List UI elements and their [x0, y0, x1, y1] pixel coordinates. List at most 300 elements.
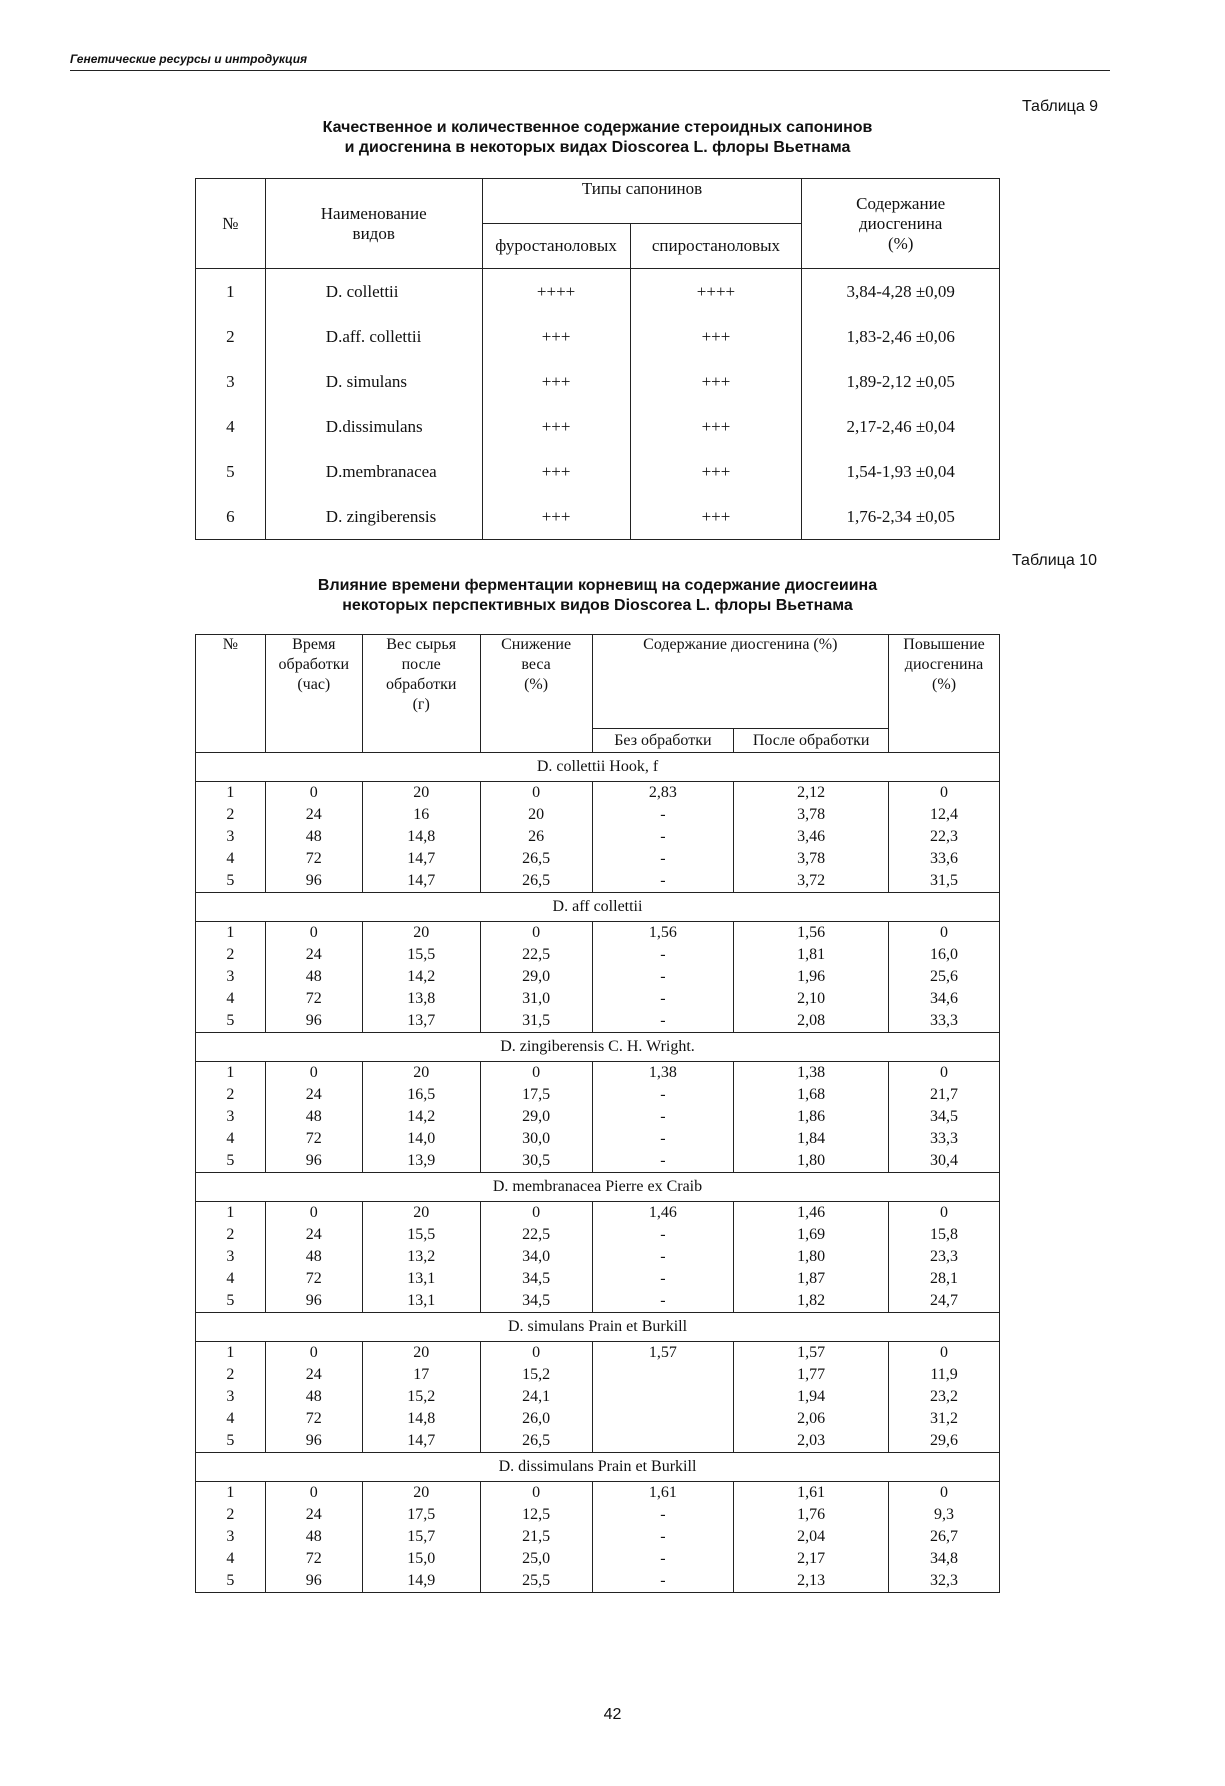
t10-cell-a: 1,46 — [734, 1202, 889, 1225]
t10-cell-t: 72 — [265, 1408, 362, 1430]
t10-cell-w: 20 — [362, 782, 480, 805]
table-row — [196, 404, 1000, 449]
table9 — [195, 178, 1000, 540]
species-row — [196, 1453, 1000, 1482]
table10 — [195, 634, 1000, 1593]
t9-cell-furo: ++++ — [482, 269, 630, 315]
t9-cell-spiro: +++ — [630, 359, 802, 404]
t10-cell-a: 1,56 — [734, 922, 889, 945]
t10-cell-a: 1,80 — [734, 1150, 889, 1173]
t10-header-after: После обработки — [734, 729, 889, 753]
t10-header-decrease-l1: Снижение — [501, 636, 572, 653]
t10-cell-w: 20 — [362, 1062, 480, 1085]
t10-cell-w: 13,8 — [362, 988, 480, 1010]
t10-cell-w: 15,7 — [362, 1526, 480, 1548]
t10-header-weight-l2: после — [401, 656, 441, 673]
t10-cell-n: 4 — [196, 1268, 266, 1290]
t10-cell-d: 29,0 — [480, 1106, 592, 1128]
t10-cell-i: 0 — [889, 922, 1000, 945]
species-row — [196, 1313, 1000, 1342]
t10-cell-i: 23,2 — [889, 1386, 1000, 1408]
table-row — [196, 1246, 1000, 1268]
t10-cell-b: - — [592, 966, 734, 988]
t10-cell-b: - — [592, 1010, 734, 1033]
t10-cell-a: 2,10 — [734, 988, 889, 1010]
table9-label: Таблица 9 — [1022, 98, 1099, 115]
t10-cell-d: 31,5 — [480, 1010, 592, 1033]
t10-cell-n: 3 — [196, 1386, 266, 1408]
t10-cell-n: 5 — [196, 1570, 266, 1593]
t10-cell-n: 1 — [196, 1482, 266, 1505]
t10-cell-a: 3,78 — [734, 848, 889, 870]
t10-cell-i: 22,3 — [889, 826, 1000, 848]
table-row — [196, 269, 1000, 315]
t10-cell-b: - — [592, 1570, 734, 1593]
table-row — [196, 494, 1000, 540]
t10-cell-a: 1,96 — [734, 966, 889, 988]
t10-cell-n: 3 — [196, 966, 266, 988]
t10-cell-t: 0 — [265, 1202, 362, 1225]
table-row — [196, 944, 1000, 966]
t10-cell-t: 72 — [265, 1128, 362, 1150]
t10-cell-n: 5 — [196, 870, 266, 893]
species-row — [196, 1173, 1000, 1202]
running-header: Генетические ресурсы и интродукция — [70, 52, 308, 66]
t10-cell-w: 14,2 — [362, 1106, 480, 1128]
table-row — [196, 1202, 1000, 1225]
t10-cell-i: 32,3 — [889, 1570, 1000, 1593]
t9-cell-num: 2 — [196, 314, 266, 359]
t10-cell-d: 34,5 — [480, 1268, 592, 1290]
t10-cell-i: 29,6 — [889, 1430, 1000, 1453]
t9-header-content — [802, 179, 1000, 269]
table-row — [196, 1010, 1000, 1033]
table-row — [196, 1084, 1000, 1106]
t10-cell-b — [592, 1364, 734, 1386]
t10-cell-d: 26,0 — [480, 1408, 592, 1430]
t10-cell-d: 20 — [480, 804, 592, 826]
t10-cell-t: 0 — [265, 1342, 362, 1365]
t9-cell-content: 1,76-2,34 ±0,05 — [802, 494, 1000, 540]
t10-cell-d: 31,0 — [480, 988, 592, 1010]
table-row — [196, 1342, 1000, 1365]
t10-cell-a: 3,72 — [734, 870, 889, 893]
t10-cell-n: 5 — [196, 1010, 266, 1033]
t10-cell-a: 1,68 — [734, 1084, 889, 1106]
table-row — [196, 966, 1000, 988]
t10-cell-i: 28,1 — [889, 1268, 1000, 1290]
table-row — [196, 988, 1000, 1010]
t10-header-weight-l1: Вес сырья — [386, 636, 457, 653]
t10-cell-d: 0 — [480, 1482, 592, 1505]
t10-cell-a: 1,80 — [734, 1246, 889, 1268]
t10-cell-b: - — [592, 1224, 734, 1246]
t10-cell-i: 11,9 — [889, 1364, 1000, 1386]
t9-cell-spiro: +++ — [630, 494, 802, 540]
t10-cell-n: 3 — [196, 1106, 266, 1128]
table-row — [196, 1106, 1000, 1128]
t10-body — [196, 753, 1000, 1593]
t10-cell-b: 1,46 — [592, 1202, 734, 1225]
t10-cell-t: 48 — [265, 1246, 362, 1268]
t10-cell-d: 0 — [480, 1342, 592, 1365]
t10-cell-t: 96 — [265, 1150, 362, 1173]
t10-cell-a: 1,86 — [734, 1106, 889, 1128]
t10-header-decrease-l2: веса — [521, 656, 551, 673]
t10-cell-n: 2 — [196, 1084, 266, 1106]
t10-cell-i: 26,7 — [889, 1526, 1000, 1548]
t10-cell-d: 26,5 — [480, 1430, 592, 1453]
t10-cell-n: 1 — [196, 1062, 266, 1085]
t10-cell-a: 2,13 — [734, 1570, 889, 1593]
table-row — [196, 870, 1000, 893]
t10-cell-i: 16,0 — [889, 944, 1000, 966]
t10-cell-n: 4 — [196, 988, 266, 1010]
t10-species-name: D. zingiberensis C. H. Wright. — [196, 1033, 1000, 1062]
t10-cell-b: 1,61 — [592, 1482, 734, 1505]
t10-cell-i: 30,4 — [889, 1150, 1000, 1173]
t10-cell-t: 48 — [265, 1386, 362, 1408]
t10-cell-d: 24,1 — [480, 1386, 592, 1408]
t10-cell-a: 1,82 — [734, 1290, 889, 1313]
t10-cell-d: 0 — [480, 782, 592, 805]
t10-cell-a: 1,94 — [734, 1386, 889, 1408]
t10-header-time — [265, 635, 362, 753]
t10-header-time-l3: (час) — [297, 676, 331, 693]
table10-label: Таблица 10 — [1012, 552, 1097, 569]
t10-cell-t: 24 — [265, 1084, 362, 1106]
table-row — [196, 1548, 1000, 1570]
t10-header-decrease — [480, 635, 592, 753]
t10-species-name: D. dissimulans Prain et Burkill — [196, 1453, 1000, 1482]
t10-cell-b: 2,83 — [592, 782, 734, 805]
t10-cell-w: 14,8 — [362, 1408, 480, 1430]
t10-header-weight-l4: (г) — [412, 696, 430, 713]
t10-cell-b — [592, 1386, 734, 1408]
t10-cell-n: 2 — [196, 804, 266, 826]
t9-cell-name: D. collettii — [265, 269, 482, 315]
t9-header-name-l1: Наименование — [320, 203, 427, 223]
t9-cell-num: 3 — [196, 359, 266, 404]
t10-cell-b: - — [592, 1246, 734, 1268]
t10-cell-n: 2 — [196, 1504, 266, 1526]
table-row — [196, 1526, 1000, 1548]
t10-cell-d: 26,5 — [480, 848, 592, 870]
t10-cell-a: 2,17 — [734, 1548, 889, 1570]
t10-cell-a: 1,57 — [734, 1342, 889, 1365]
t10-cell-i: 0 — [889, 782, 1000, 805]
t10-species-name: D. membranacea Pierre ex Craib — [196, 1173, 1000, 1202]
t10-cell-n: 4 — [196, 1128, 266, 1150]
t10-cell-n: 5 — [196, 1430, 266, 1453]
table-row — [196, 1290, 1000, 1313]
table9-title — [195, 118, 1000, 158]
t9-cell-content: 2,17-2,46 ±0,04 — [802, 404, 1000, 449]
table10-title-line1: Влияние времени ферментации корневищ на содержание диосгеиина — [317, 577, 878, 594]
table-row — [196, 826, 1000, 848]
t10-cell-w: 14,9 — [362, 1570, 480, 1593]
t10-cell-t: 72 — [265, 1548, 362, 1570]
table-row — [196, 848, 1000, 870]
t10-cell-n: 2 — [196, 944, 266, 966]
header-rule — [70, 70, 1110, 71]
t10-cell-w: 17,5 — [362, 1504, 480, 1526]
t9-header-num: № — [196, 179, 266, 269]
table-row — [196, 1062, 1000, 1085]
t10-cell-w: 15,5 — [362, 944, 480, 966]
t9-body — [196, 269, 1000, 540]
t10-cell-i: 25,6 — [889, 966, 1000, 988]
t10-cell-t: 0 — [265, 1062, 362, 1085]
t10-cell-t: 96 — [265, 870, 362, 893]
table-row — [196, 314, 1000, 359]
table-row — [196, 449, 1000, 494]
t10-cell-a: 1,61 — [734, 1482, 889, 1505]
t10-cell-d: 25,0 — [480, 1548, 592, 1570]
t10-header-num: № — [196, 635, 266, 753]
t10-cell-w: 13,1 — [362, 1268, 480, 1290]
t10-header-weight-l3: обработки — [385, 676, 457, 693]
t10-cell-b: - — [592, 804, 734, 826]
t10-cell-t: 0 — [265, 782, 362, 805]
t9-cell-name: D. simulans — [265, 359, 482, 404]
t10-cell-b: - — [592, 1128, 734, 1150]
t10-cell-w: 17 — [362, 1364, 480, 1386]
t10-cell-i: 0 — [889, 1062, 1000, 1085]
t10-cell-i: 31,5 — [889, 870, 1000, 893]
t10-cell-t: 24 — [265, 804, 362, 826]
t10-cell-n: 4 — [196, 1408, 266, 1430]
t10-cell-a: 1,69 — [734, 1224, 889, 1246]
t10-cell-n: 2 — [196, 1224, 266, 1246]
table-row — [196, 804, 1000, 826]
table-row — [196, 1386, 1000, 1408]
t10-cell-a: 2,12 — [734, 782, 889, 805]
t10-cell-i: 33,3 — [889, 1128, 1000, 1150]
t10-header-before: Без обработки — [592, 729, 734, 753]
t10-cell-w: 14,7 — [362, 870, 480, 893]
t9-header-name — [265, 179, 482, 269]
t10-cell-i: 23,3 — [889, 1246, 1000, 1268]
t9-cell-num: 5 — [196, 449, 266, 494]
t9-cell-content: 3,84-4,28 ±0,09 — [802, 269, 1000, 315]
t9-cell-spiro: +++ — [630, 404, 802, 449]
t9-cell-name: D.aff. collettii — [265, 314, 482, 359]
t10-cell-a: 1,76 — [734, 1504, 889, 1526]
t10-header-increase-l1: Повышение — [903, 636, 985, 653]
t10-cell-n: 2 — [196, 1364, 266, 1386]
t10-cell-d: 30,0 — [480, 1128, 592, 1150]
t10-cell-i: 24,7 — [889, 1290, 1000, 1313]
t10-cell-w: 15,0 — [362, 1548, 480, 1570]
t10-cell-t: 24 — [265, 1224, 362, 1246]
table-row — [196, 1224, 1000, 1246]
t9-cell-content: 1,83-2,46 ±0,06 — [802, 314, 1000, 359]
t10-cell-w: 20 — [362, 1202, 480, 1225]
t10-species-name: D. aff collettii — [196, 893, 1000, 922]
t10-cell-i: 21,7 — [889, 1084, 1000, 1106]
t9-cell-num: 4 — [196, 404, 266, 449]
t10-cell-d: 26 — [480, 826, 592, 848]
t10-cell-t: 72 — [265, 1268, 362, 1290]
t10-cell-n: 1 — [196, 1342, 266, 1365]
t9-header-content-l3: (%) — [887, 233, 914, 253]
t10-cell-d: 12,5 — [480, 1504, 592, 1526]
t10-cell-a: 1,84 — [734, 1128, 889, 1150]
table-row — [196, 922, 1000, 945]
t10-cell-n: 1 — [196, 782, 266, 805]
t9-cell-name: D.membranacea — [265, 449, 482, 494]
t10-cell-b: - — [592, 870, 734, 893]
t10-cell-b: - — [592, 944, 734, 966]
t10-species-name: D. simulans Prain et Burkill — [196, 1313, 1000, 1342]
t10-header-weight — [362, 635, 480, 753]
t10-cell-d: 22,5 — [480, 1224, 592, 1246]
t10-cell-b: - — [592, 1084, 734, 1106]
t9-header-name-l2: видов — [352, 223, 395, 243]
t9-header-spiro: спиростаноловых — [630, 224, 802, 269]
t10-cell-i: 0 — [889, 1482, 1000, 1505]
t10-cell-w: 14,8 — [362, 826, 480, 848]
t10-cell-b: - — [592, 848, 734, 870]
t10-cell-b: - — [592, 988, 734, 1010]
t10-cell-i: 12,4 — [889, 804, 1000, 826]
table9-title-line2: и диосгенина в некоторых видах Dioscorea L. флоры Вьетнама — [344, 139, 851, 156]
t10-cell-a: 3,46 — [734, 826, 889, 848]
table-row — [196, 1268, 1000, 1290]
table-row — [196, 1482, 1000, 1505]
table-row — [196, 1408, 1000, 1430]
table10-title-line2: некоторых перспективных видов Dioscorea L. флоры Вьетнама — [342, 597, 853, 614]
t9-header-furo: фуростаноловых — [482, 224, 630, 269]
table-row — [196, 782, 1000, 805]
t10-cell-b: - — [592, 1290, 734, 1313]
t10-cell-b: - — [592, 1268, 734, 1290]
t10-header-decrease-l3: (%) — [524, 676, 549, 693]
t10-cell-n: 1 — [196, 922, 266, 945]
t10-cell-b — [592, 1408, 734, 1430]
t9-header-types: Типы сапонинов — [482, 179, 802, 224]
t10-cell-a: 2,06 — [734, 1408, 889, 1430]
table-row — [196, 1504, 1000, 1526]
t10-cell-n: 3 — [196, 1246, 266, 1268]
t10-cell-i: 0 — [889, 1342, 1000, 1365]
table-row — [196, 1128, 1000, 1150]
table9-title-line1: Качественное и количественное содержание стероидных сапонинов — [322, 119, 873, 136]
table-row — [196, 1150, 1000, 1173]
t10-cell-t: 72 — [265, 988, 362, 1010]
t10-cell-t: 48 — [265, 1526, 362, 1548]
t10-cell-w: 13,7 — [362, 1010, 480, 1033]
t9-cell-furo: +++ — [482, 494, 630, 540]
t10-cell-d: 25,5 — [480, 1570, 592, 1593]
t10-cell-a: 1,87 — [734, 1268, 889, 1290]
t10-cell-n: 3 — [196, 826, 266, 848]
t10-cell-n: 3 — [196, 1526, 266, 1548]
t10-cell-n: 5 — [196, 1290, 266, 1313]
t10-cell-i: 34,5 — [889, 1106, 1000, 1128]
t10-cell-i: 31,2 — [889, 1408, 1000, 1430]
t10-cell-b: - — [592, 1504, 734, 1526]
t10-cell-t: 48 — [265, 966, 362, 988]
t10-cell-w: 14,7 — [362, 1430, 480, 1453]
t10-cell-t: 96 — [265, 1570, 362, 1593]
t10-header-increase-l3: (%) — [932, 676, 957, 693]
t10-header-time-l2: обработки — [278, 656, 350, 673]
t10-cell-b: - — [592, 1526, 734, 1548]
t10-cell-d: 22,5 — [480, 944, 592, 966]
table-row — [196, 359, 1000, 404]
t9-cell-num: 1 — [196, 269, 266, 315]
t10-cell-a: 3,78 — [734, 804, 889, 826]
table-row — [196, 1570, 1000, 1593]
t10-cell-i: 33,6 — [889, 848, 1000, 870]
t9-cell-furo: +++ — [482, 404, 630, 449]
t10-cell-d: 29,0 — [480, 966, 592, 988]
t10-cell-i: 15,8 — [889, 1224, 1000, 1246]
t10-cell-i: 9,3 — [889, 1504, 1000, 1526]
t10-cell-n: 4 — [196, 1548, 266, 1570]
t10-header-increase — [889, 635, 1000, 753]
species-row — [196, 893, 1000, 922]
t10-cell-a: 1,77 — [734, 1364, 889, 1386]
t10-cell-d: 15,2 — [480, 1364, 592, 1386]
t10-cell-w: 16 — [362, 804, 480, 826]
t9-cell-name: D.dissimulans — [265, 404, 482, 449]
table-row — [196, 1430, 1000, 1453]
t10-cell-t: 0 — [265, 1482, 362, 1505]
t10-cell-w: 14,7 — [362, 848, 480, 870]
t9-cell-spiro: ++++ — [630, 269, 802, 315]
t9-header-content-l1: Содержание — [856, 193, 946, 213]
t10-species-name: D. collettii Hook, f — [196, 753, 1000, 782]
t10-cell-b: - — [592, 826, 734, 848]
t10-cell-w: 16,5 — [362, 1084, 480, 1106]
t10-cell-a: 2,04 — [734, 1526, 889, 1548]
t10-cell-b: 1,38 — [592, 1062, 734, 1085]
t10-cell-d: 26,5 — [480, 870, 592, 893]
t10-cell-d: 0 — [480, 1062, 592, 1085]
t10-cell-w: 13,9 — [362, 1150, 480, 1173]
t10-cell-d: 34,5 — [480, 1290, 592, 1313]
t10-cell-b: 1,56 — [592, 922, 734, 945]
t10-cell-d: 21,5 — [480, 1526, 592, 1548]
t10-cell-t: 48 — [265, 826, 362, 848]
t10-cell-t: 96 — [265, 1430, 362, 1453]
t10-cell-n: 5 — [196, 1150, 266, 1173]
t10-cell-i: 33,3 — [889, 1010, 1000, 1033]
t10-cell-i: 34,8 — [889, 1548, 1000, 1570]
t10-cell-w: 14,0 — [362, 1128, 480, 1150]
table-row — [196, 1364, 1000, 1386]
t10-cell-w: 20 — [362, 922, 480, 945]
t10-cell-d: 30,5 — [480, 1150, 592, 1173]
t9-cell-name: D. zingiberensis — [265, 494, 482, 540]
t9-cell-content: 1,54-1,93 ±0,04 — [802, 449, 1000, 494]
t10-cell-w: 15,5 — [362, 1224, 480, 1246]
t10-cell-i: 34,6 — [889, 988, 1000, 1010]
t10-cell-a: 2,03 — [734, 1430, 889, 1453]
t10-cell-d: 0 — [480, 922, 592, 945]
t10-cell-d: 34,0 — [480, 1246, 592, 1268]
t10-cell-w: 14,2 — [362, 966, 480, 988]
t10-cell-t: 24 — [265, 944, 362, 966]
t10-cell-w: 20 — [362, 1482, 480, 1505]
t10-cell-d: 0 — [480, 1202, 592, 1225]
t10-cell-t: 96 — [265, 1010, 362, 1033]
page-number: 42 — [603, 1706, 622, 1723]
t10-cell-t: 48 — [265, 1106, 362, 1128]
